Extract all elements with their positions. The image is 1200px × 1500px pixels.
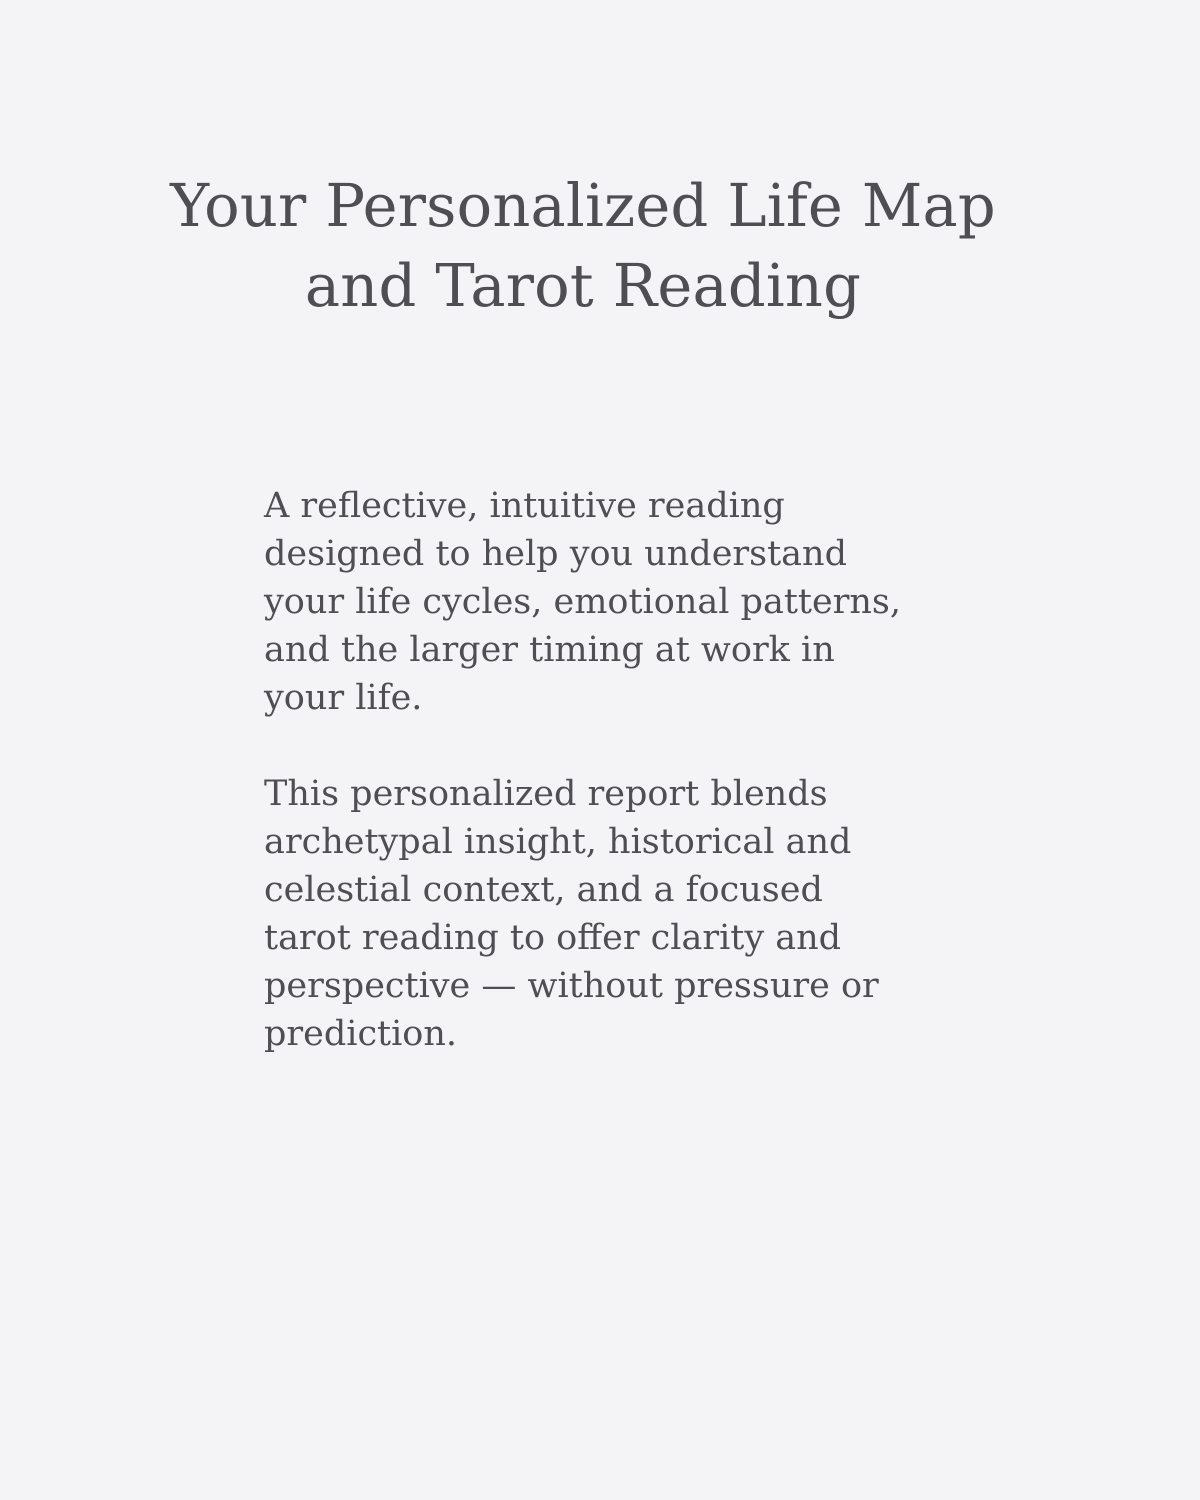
page-title bbox=[0, 166, 1166, 326]
paragraph-line: your life cycles, emotional patterns, bbox=[264, 582, 902, 622]
title-line-2: and Tarot Reading bbox=[304, 251, 862, 320]
paragraph-line: This personalized report blends bbox=[264, 774, 828, 814]
paragraph-line: archetypal insight, historical and bbox=[264, 822, 852, 862]
paragraph-line: and the larger timing at work in bbox=[264, 630, 835, 670]
intro-paragraph-1 bbox=[264, 482, 924, 722]
intro-paragraph-2 bbox=[264, 770, 924, 1058]
paragraph-line: celestial context, and a focused bbox=[264, 870, 823, 910]
paragraph-line: perspective — without pressure or bbox=[264, 966, 879, 1006]
paragraph-line: designed to help you understand bbox=[264, 534, 847, 574]
paragraph-line: your life. bbox=[264, 678, 423, 718]
paragraph-line: prediction. bbox=[264, 1014, 458, 1054]
intro-text bbox=[264, 482, 924, 1058]
title-line-1: Your Personalized Life Map bbox=[170, 171, 996, 240]
paragraph-line: A reflective, intuitive reading bbox=[264, 486, 785, 526]
paragraph-line: tarot reading to offer clarity and bbox=[264, 918, 842, 958]
